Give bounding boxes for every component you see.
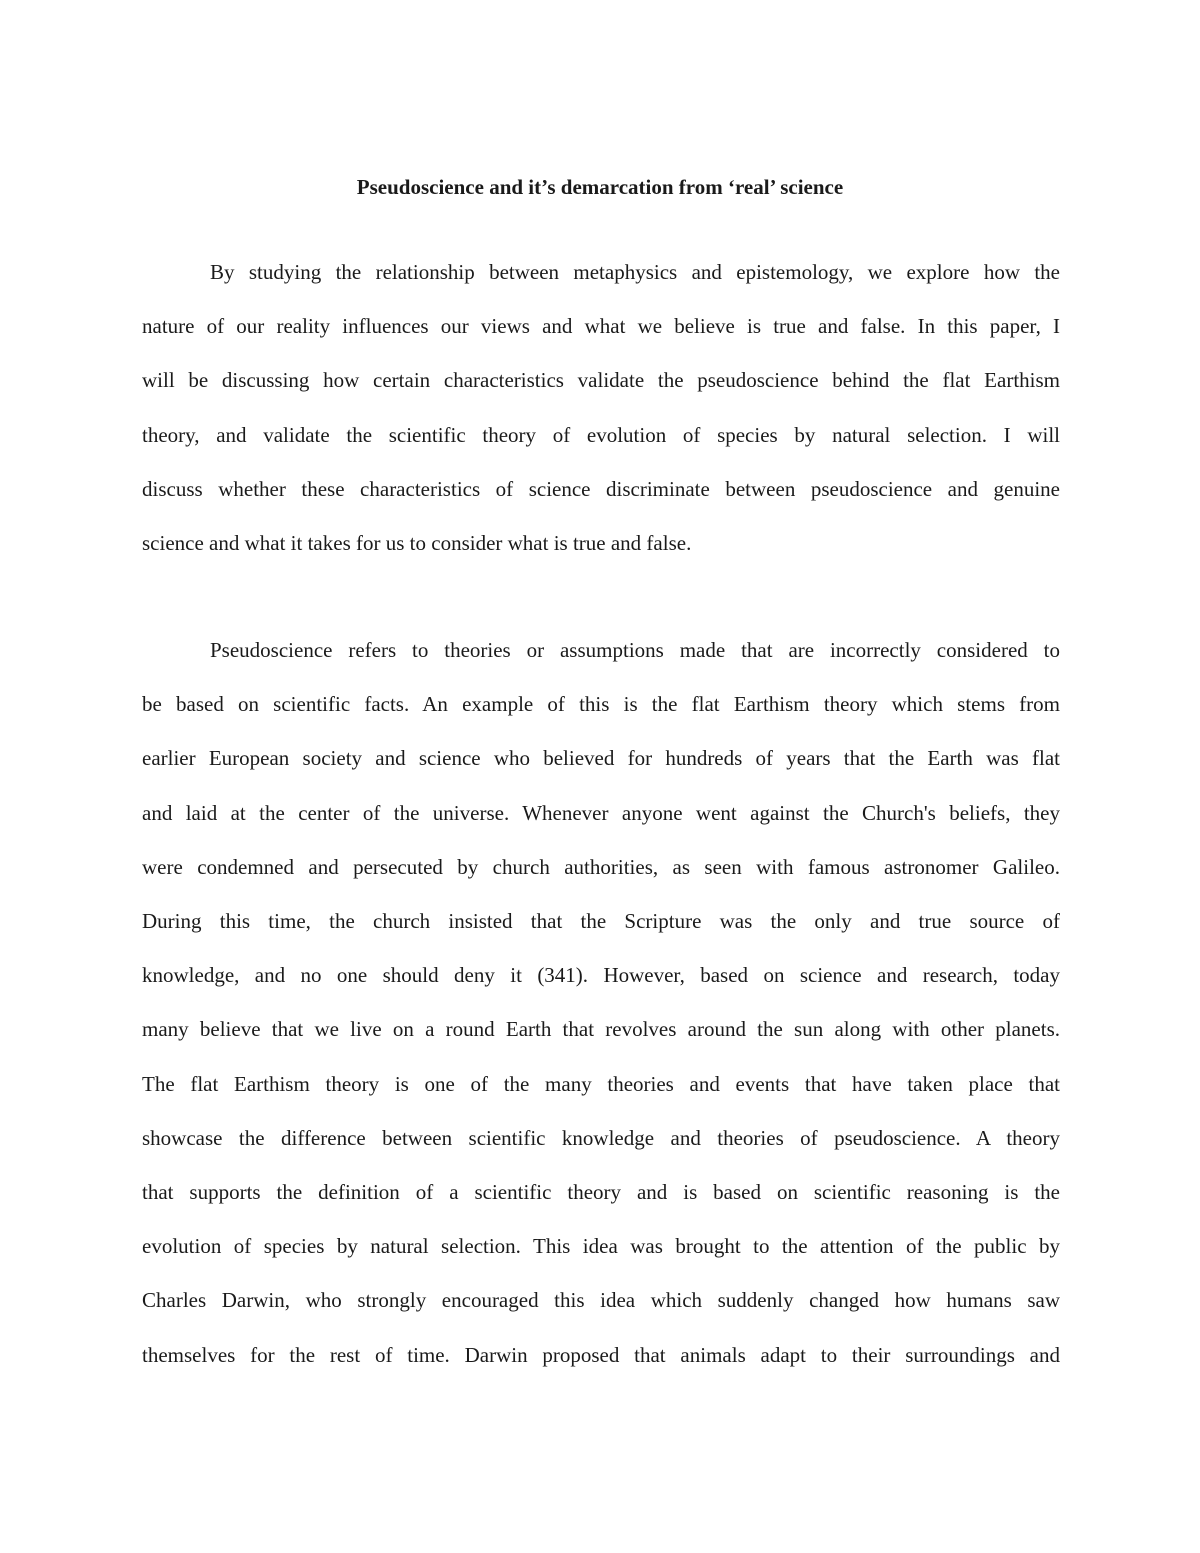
paragraph-line: The flat Earthism theory is one of the many theories and events that have taken place that xyxy=(142,1071,1060,1096)
paragraph-line: theory, and validate the scientific theory of evolution of species by natural selection. I will xyxy=(142,422,1060,447)
paragraph-line: Pseudoscience refers to theories or assumptions made that are incorrectly considered to xyxy=(210,638,1060,662)
paragraph-line: discuss whether these characteristics of science discriminate between pseudoscience and genuine xyxy=(142,476,1060,501)
paragraph-line: Charles Darwin, who strongly encouraged this idea which suddenly changed how humans saw xyxy=(142,1288,1060,1313)
document-title: Pseudoscience and it’s demarcation from ‘real’ science xyxy=(356,175,844,199)
paragraph-line: many believe that we live on a round Earth that revolves around the sun along with other planets. xyxy=(142,1017,1060,1042)
paragraph-line: evolution of species by natural selection. This idea was brought to the attention of the public by xyxy=(142,1234,1060,1259)
paragraph-line: that supports the definition of a scientific theory and is based on scientific reasoning is the xyxy=(142,1180,1060,1205)
paragraph-line: By studying the relationship between metaphysics and epistemology, we explore how the xyxy=(210,260,1060,284)
paragraph-line: knowledge, and no one should deny it (341). However, based on science and research, today xyxy=(142,963,1060,988)
paragraph-line: During this time, the church insisted that the Scripture was the only and true source of xyxy=(142,909,1060,934)
paragraph-line: science and what it takes for us to consider what is true and false. xyxy=(142,531,692,556)
paragraph-line: were condemned and persecuted by church authorities, as seen with famous astronomer Galileo. xyxy=(142,854,1060,879)
paragraph-line: nature of our reality influences our views and what we believe is true and false. In this paper, I xyxy=(142,314,1060,339)
paragraph-line: themselves for the rest of time. Darwin proposed that animals adapt to their surroundings and xyxy=(142,1342,1060,1367)
paragraph-line: showcase the difference between scientific knowledge and theories of pseudoscience. A theory xyxy=(142,1125,1060,1150)
paragraph-pseudoscience xyxy=(142,623,1060,1382)
paragraph-line: be based on scientific facts. An example of this is the flat Earthism theory which stems from xyxy=(142,692,1060,717)
paragraph-line: and laid at the center of the universe. Whenever anyone went against the Church's beliefs, they xyxy=(142,800,1060,825)
paragraph-intro xyxy=(142,245,1060,570)
paragraph-line: will be discussing how certain characteristics validate the pseudoscience behind the flat Earthism xyxy=(142,368,1060,393)
paragraph-line: earlier European society and science who believed for hundreds of years that the Earth was flat xyxy=(142,746,1060,771)
